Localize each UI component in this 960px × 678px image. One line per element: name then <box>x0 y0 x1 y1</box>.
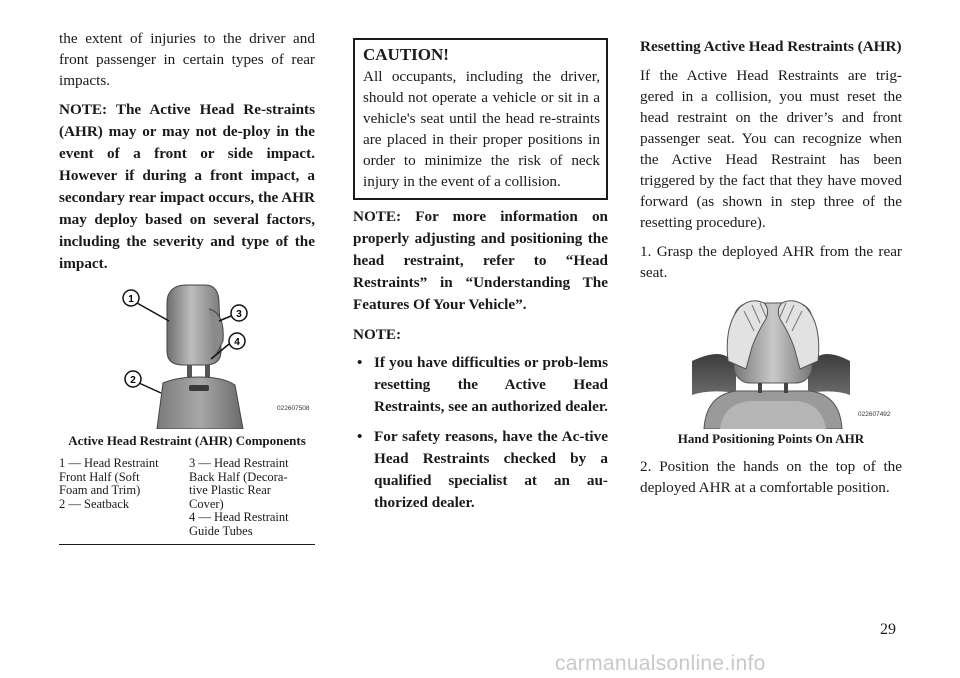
svg-text:4: 4 <box>234 337 240 348</box>
column-middle <box>353 38 608 522</box>
note-ahr-deploy: NOTE: The Active Head Re-straints (AHR) may or may not de-ploy in the event of a front or side impact. However if during a front impact, a secondary rear impact occurs, the AHR may deploy based on several factors, including the severity and type of the impact. <box>59 101 315 272</box>
step-1: 1. Grasp the deployed AHR from the rear seat. <box>640 243 902 281</box>
caution-text: All occupants, including the driver, should not operate a vehicle or sit in a vehicle's seat until the head re-straints are placed in their proper positions in order to minimize the risk of neck injury in the event of a collision. <box>363 68 600 190</box>
figure-legend <box>59 457 315 545</box>
legend-line: Foam and Trim) <box>59 483 141 497</box>
section-heading: Resetting Active Head Restraints (AHR) <box>640 38 902 55</box>
legend-line: Back Half (Decora- <box>189 469 288 484</box>
figure-caption: Active Head Restraint (AHR) Components <box>68 433 306 448</box>
figure-caption: Hand Positioning Points On AHR <box>677 431 865 446</box>
figure-code: 022607492 <box>858 411 891 418</box>
legend-left <box>59 457 189 538</box>
svg-text:1: 1 <box>128 294 134 305</box>
bullet-item: • For safety reasons, have the Ac-tive Head Restraints checked by a qualified specialist at an au-thorized dealer. <box>353 426 608 514</box>
legend-line: Cover) <box>189 496 224 511</box>
legend-line: 1 — Head Restraint <box>59 456 159 470</box>
column-right <box>640 36 902 498</box>
figure-code: 022607508 <box>277 405 310 412</box>
watermark: carmanualsonline.info <box>555 652 766 675</box>
legend-line: 4 — Head Restraint <box>189 510 289 524</box>
reset-paragraph: If the Active Head Restraints are trig-gered in a collision, you must reset the head restraint on the driver’s and front passenger seat. You can recognize when the Active Head Restraint has been triggered by the fact that they have moved forward (as shown in step three of the resetting procedure). <box>640 67 902 231</box>
legend-line: 3 — Head Restraint <box>189 456 289 470</box>
callout-2 <box>125 371 161 393</box>
step-2: 2. Position the hands on the top of the deployed AHR at a comfortable position. <box>640 458 902 496</box>
callout-1 <box>123 290 169 321</box>
ahr-components-figure <box>59 281 315 429</box>
hand-positioning-figure <box>640 291 902 429</box>
legend-line: 2 — Seatback <box>59 496 130 511</box>
legend-right <box>189 457 315 538</box>
caution-title: CAUTION! <box>363 45 449 64</box>
caution-box <box>353 38 608 200</box>
legend-line: Guide Tubes <box>189 523 253 538</box>
hand-positioning-illustration <box>640 291 902 429</box>
intro-paragraph: the extent of injuries to the driver and front passenger in certain types of rear impacts. <box>59 30 315 89</box>
svg-text:2: 2 <box>130 375 136 386</box>
legend-line: Front Half (Soft <box>59 469 140 484</box>
column-left <box>59 28 315 545</box>
svg-text:3: 3 <box>236 309 242 320</box>
note-head-restraint-info: NOTE: For more information on properly adjusting and positioning the head restraint, refer to “Head Restraints” in “Understanding The Features Of Your Vehicle”. <box>353 208 608 313</box>
bullet-item: • If you have difficulties or prob-lems resetting the Active Head Restraints, see an authorized dealer. <box>353 352 608 418</box>
note-label: NOTE: <box>353 326 402 343</box>
callout-3 <box>219 305 247 321</box>
page-number: 29 <box>880 621 896 638</box>
legend-line: tive Plastic Rear <box>189 483 271 497</box>
note-bullets <box>353 352 608 514</box>
